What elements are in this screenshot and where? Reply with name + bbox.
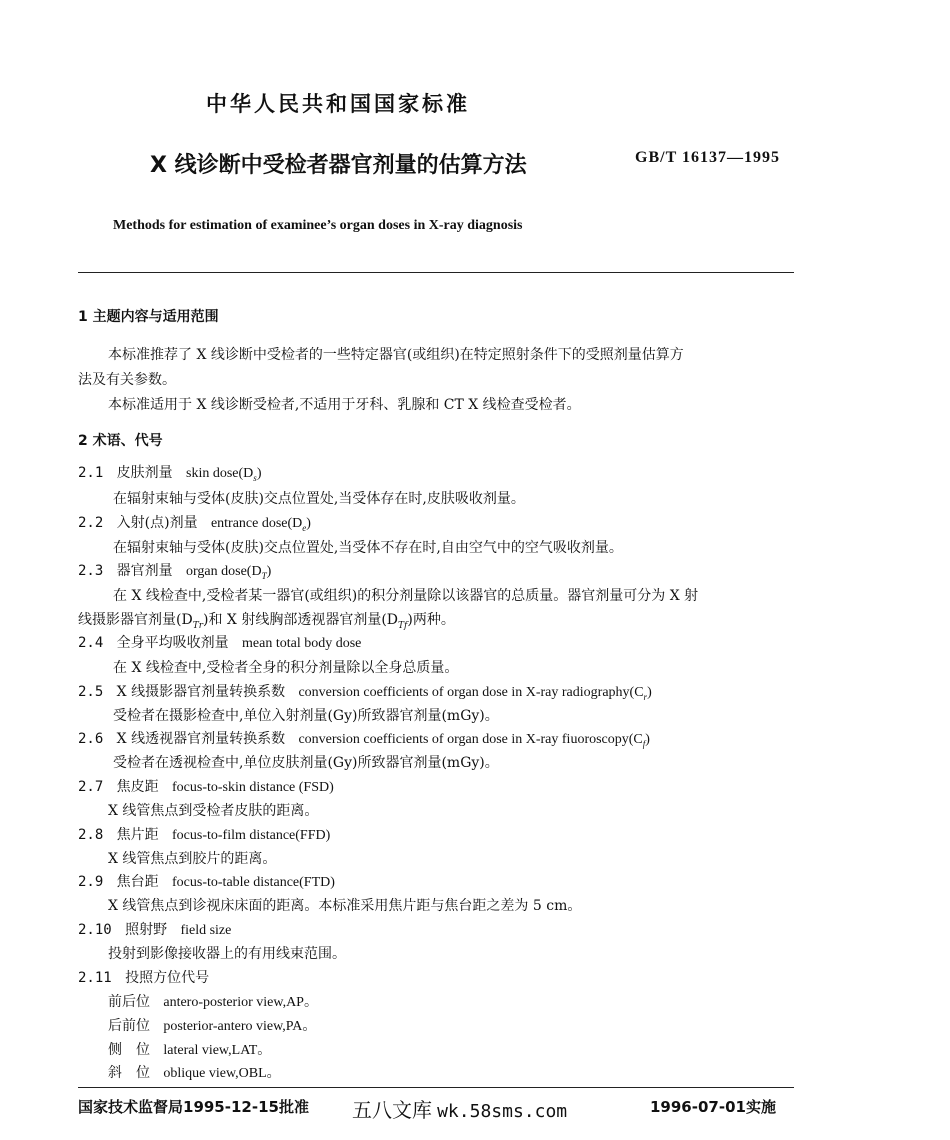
term-en: conversion coefficients of organ dose in X-ray $fiuoroscopy(C_f)$	[298, 732, 650, 749]
view-cn: 斜 位	[108, 1065, 150, 1081]
view-en: antero-posterior view,AP。	[163, 995, 318, 1010]
section-1-paragraph-2: 本标准适用于 X 线诊断受检者,不适用于牙科、乳腺和 CT X 线检查受检者。	[108, 397, 581, 413]
header-divider	[78, 272, 794, 273]
view-code-obl	[108, 1062, 281, 1082]
term-2-5-definition: 受检者在摄影检查中,单位入射剂量(Gy)所致器官剂量(mGy)。	[113, 708, 499, 724]
term-number: 2.9	[78, 874, 104, 890]
term-cn: 焦片距	[116, 827, 159, 843]
term-number: 2.1	[78, 465, 104, 481]
term-2-4	[78, 632, 361, 652]
term-en: skin $dose(D_s)$	[186, 466, 262, 483]
term-number: 2.7	[78, 779, 104, 795]
term-2-7-definition: X 线管焦点到受检者皮肤的距离。	[108, 803, 319, 819]
term-2-3-definition: 在 X 线检查中,受检者某一器官(或组织)的积分剂量除以该器官的总质量。器官剂量可分为 X 射	[113, 588, 699, 604]
section-1-paragraph-1-cont: 法及有关参数。	[78, 372, 176, 388]
term-2-1	[78, 462, 261, 483]
term-en: entrance $dose(D_e)$	[210, 516, 311, 533]
term-number: 2.11	[78, 970, 112, 986]
term-2-1-definition: 在辐射束轴与受体(皮肤)交点位置处,当受体存在时,皮肤吸收剂量。	[113, 491, 525, 507]
term-cn: 器官剂量	[116, 563, 173, 579]
english-title: Methods for estimation of examinee’s organ doses in X-ray diagnosis	[113, 218, 523, 233]
view-en: lateral view,LAT。	[163, 1043, 272, 1058]
term-cn: 皮肤剂量	[116, 465, 173, 481]
term-2-10-definition: 投射到影像接收器上的有用线束范围。	[108, 946, 346, 962]
term-2-2	[78, 512, 311, 533]
term-number: 2.6	[78, 731, 104, 747]
standard-number: GB/T 16137—1995	[635, 149, 780, 166]
term-en: conversion coefficients of organ dose in X-ray $radiography(C_r)$	[298, 685, 652, 702]
term-en: focus-to-skin distance (FSD)	[172, 780, 334, 795]
term-2-6-definition: 受检者在透视检查中,单位皮肤剂量(Gy)所致器官剂量(mGy)。	[113, 755, 499, 771]
footer-divider	[78, 1087, 794, 1088]
view-cn: 后前位	[108, 1018, 150, 1034]
term-2-10	[78, 919, 231, 939]
term-en: field size	[180, 923, 232, 938]
term-2-3-definition-cont: 线摄影器官剂量$(D_{Tr})$和 X 射线胸部透视器官剂量$(D_{Tf})$两种。	[78, 612, 455, 631]
view-en: posterior-antero view,PA。	[163, 1019, 317, 1034]
term-cn: X 线摄影器官剂量转换系数	[116, 684, 286, 700]
term-cn: 照射野	[125, 922, 168, 938]
term-en: focus-to-table distance(FTD)	[172, 875, 335, 890]
term-number: 2.3	[78, 563, 104, 579]
term-2-3	[78, 560, 271, 581]
term-number: 2.2	[78, 515, 104, 531]
term-2-9-definition: X 线管焦点到诊视床床面的距离。本标准采用焦片距与焦台距之差为 5 cm。	[108, 898, 582, 914]
approval-note: 国家技术监督局1995-12-15批准	[78, 1098, 309, 1116]
term-2-9	[78, 871, 335, 891]
term-en: mean total body dose	[242, 636, 362, 651]
term-cn: 入射(点)剂量	[116, 515, 198, 531]
watermark-url: wk.58sms.com	[437, 1101, 568, 1122]
standard-organization: 中华人民共和国国家标准	[206, 92, 470, 116]
term-number: 2.5	[78, 684, 104, 700]
term-2-2-definition: 在辐射束轴与受体(皮肤)交点位置处,当受体不存在时,自由空气中的空气吸收剂量。	[113, 540, 623, 556]
term-en: organ $dose(D_T)$	[186, 564, 272, 581]
term-cn: 焦台距	[116, 874, 159, 890]
view-code-pa	[108, 1015, 316, 1035]
term-2-11	[78, 967, 209, 987]
view-code-lat	[108, 1039, 271, 1059]
term-2-6	[78, 728, 650, 749]
term-cn: 投照方位代号	[125, 970, 210, 986]
term-2-7	[78, 776, 334, 796]
term-2-4-definition: 在 X 线检查中,受检者全身的积分剂量除以全身总质量。	[113, 660, 459, 676]
watermark-cn: 五八文库	[352, 1098, 432, 1122]
term-2-8	[78, 824, 330, 844]
view-en: oblique view,OBL。	[163, 1066, 281, 1081]
term-2-8-definition: X 线管焦点到胶片的距离。	[108, 851, 277, 867]
implementation-date: 1996-07-01实施	[650, 1098, 776, 1116]
term-cn: 全身平均吸收剂量	[116, 635, 229, 651]
term-number: 2.8	[78, 827, 104, 843]
term-cn: X 线透视器官剂量转换系数	[116, 731, 286, 747]
section-1-heading: 1 主题内容与适用范围	[78, 309, 219, 325]
document-title: X 线诊断中受检者器官剂量的估算方法	[150, 153, 527, 178]
section-1-paragraph-1: 本标准推荐了 X 线诊断中受检者的一些特定器官(或组织)在特定照射条件下的受照剂量估算方	[108, 347, 684, 363]
view-cn: 前后位	[108, 994, 150, 1010]
section-2-heading: 2 术语、代号	[78, 433, 163, 449]
term-2-5	[78, 681, 652, 702]
term-cn: 焦皮距	[116, 779, 159, 795]
term-en: focus-to-film distance(FFD)	[172, 828, 331, 843]
term-number: 2.10	[78, 922, 112, 938]
view-code-ap	[108, 991, 318, 1011]
view-cn: 侧 位	[108, 1042, 150, 1058]
term-number: 2.4	[78, 635, 104, 651]
watermark	[352, 1094, 567, 1123]
